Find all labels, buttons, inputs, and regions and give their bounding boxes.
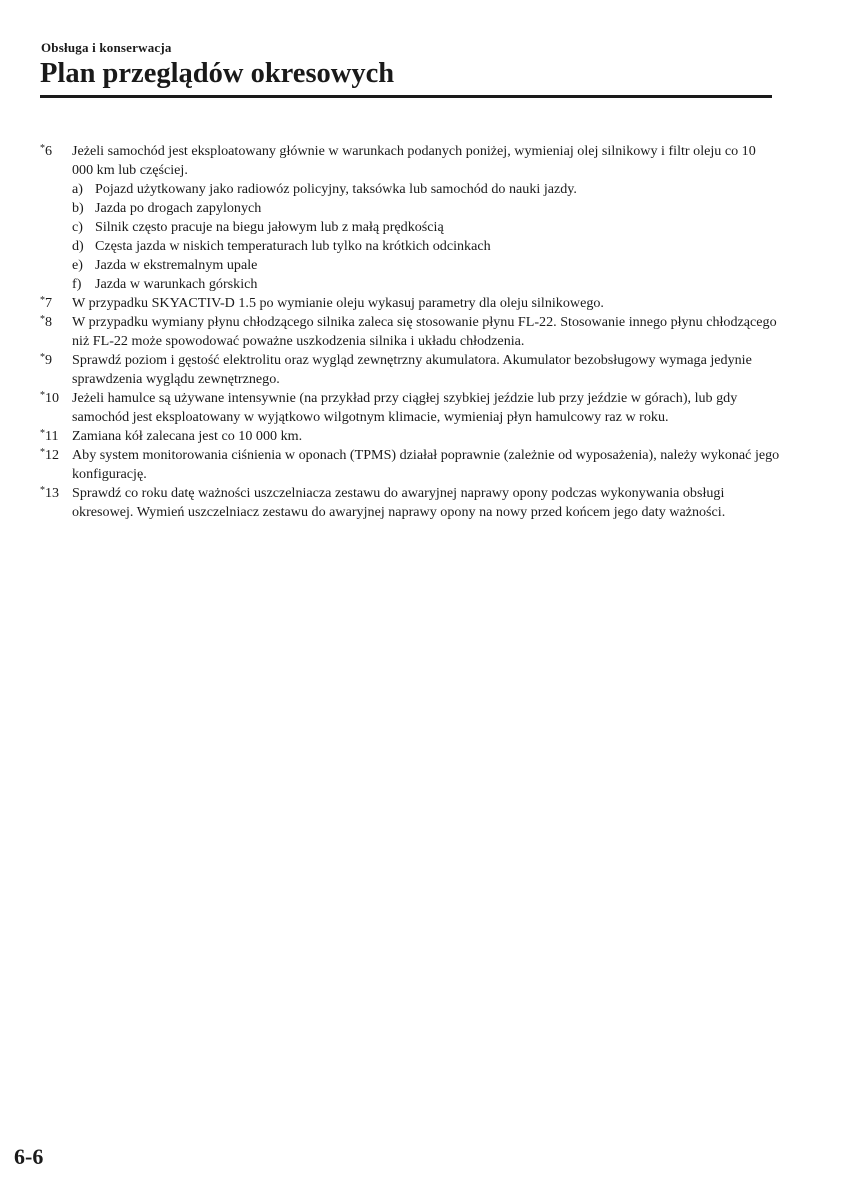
condition-text: Pojazd użytkowany jako radiowóz policyjny, taksówka lub samochód do nauki jazdy. bbox=[95, 181, 577, 197]
footnote-text: W przypadku SKYACTIV-D 1.5 po wymianie oleju wykasuj parametry dla oleju silnikowego. bbox=[72, 295, 604, 311]
footnote bbox=[40, 484, 780, 522]
footnote-number: 13 bbox=[45, 485, 60, 501]
footnote-number: 8 bbox=[45, 314, 53, 330]
footnote-text: W przypadku wymiany płynu chłodzącego silnika zaleca się stosowanie płynu FL-22. Stosowanie innego płynu chłodzącego niż FL-22 może spowodować poważne uszkodzenia silnika i układu chłodzenia. bbox=[72, 314, 777, 349]
condition-letter: d) bbox=[72, 238, 84, 254]
footnote-star: * bbox=[40, 352, 45, 363]
condition-list bbox=[72, 180, 780, 294]
footnote-number: 7 bbox=[45, 295, 53, 311]
footnote-body bbox=[72, 142, 780, 294]
footnote-marker bbox=[40, 313, 72, 351]
footnote bbox=[40, 427, 780, 446]
footnote-star: * bbox=[40, 447, 45, 458]
footnote-marker bbox=[40, 142, 72, 294]
footnote bbox=[40, 142, 780, 294]
footnote-star: * bbox=[40, 485, 45, 496]
footnote-marker bbox=[40, 351, 72, 389]
footnote-star: * bbox=[40, 390, 45, 401]
footnote-marker bbox=[40, 294, 72, 313]
page-title: Plan przeglądów okresowych bbox=[40, 58, 395, 89]
footnote-number: 11 bbox=[45, 428, 59, 444]
footnote-star: * bbox=[40, 143, 45, 154]
condition-letter: b) bbox=[72, 200, 84, 216]
condition-letter: a) bbox=[72, 181, 83, 197]
condition-text: Jazda w warunkach górskich bbox=[95, 276, 258, 292]
condition-item bbox=[72, 218, 780, 237]
condition-text: Częsta jazda w niskich temperaturach lub tylko na krótkich odcinkach bbox=[95, 238, 491, 254]
footnote-number: 6 bbox=[45, 143, 53, 159]
condition-letter: f) bbox=[72, 276, 82, 292]
footnote-marker bbox=[40, 446, 72, 484]
footnote bbox=[40, 389, 780, 427]
footnote-number: 10 bbox=[45, 390, 60, 406]
condition-text: Jazda po drogach zapylonych bbox=[95, 200, 262, 216]
footnote-text: Sprawdź poziom i gęstość elektrolitu oraz wygląd zewnętrzny akumulatora. Akumulator bezobsługowy wymaga jedynie sprawdzenia wyglądu zewnętrznego. bbox=[72, 352, 752, 387]
condition-text: Jazda w ekstremalnym upale bbox=[95, 257, 258, 273]
footnote-marker bbox=[40, 427, 72, 446]
condition-letter: c) bbox=[72, 219, 83, 235]
condition-item bbox=[72, 199, 780, 218]
title-divider bbox=[40, 95, 772, 98]
footnote-marker bbox=[40, 484, 72, 522]
condition-item bbox=[72, 275, 780, 294]
footnote bbox=[40, 294, 780, 313]
footnote bbox=[40, 313, 780, 351]
footnote-text: Zamiana kół zalecana jest co 10 000 km. bbox=[72, 428, 303, 444]
footnote-text: Jeżeli hamulce są używane intensywnie (na przykład przy ciągłej szybkiej jeździe lub przy jeździe w górach), lub gdy samochód jest eksploatowany w wyjątkowo wilgotnym klimacie, wymieniaj płyn hamulcowy raz w roku. bbox=[72, 390, 738, 425]
footnote-star: * bbox=[40, 295, 45, 306]
section-label: Obsługa i konserwacja bbox=[41, 40, 172, 55]
condition-item bbox=[72, 237, 780, 256]
footnote-star: * bbox=[40, 314, 45, 325]
page-number: 6-6 bbox=[14, 1144, 44, 1169]
condition-text: Silnik często pracuje na biegu jałowym lub z małą prędkością bbox=[95, 219, 444, 235]
footnote-number: 12 bbox=[45, 447, 60, 463]
footnote-text: Aby system monitorowania ciśnienia w oponach (TPMS) działał poprawnie (zależnie od wyposażenia), należy wykonać jego konfigurację. bbox=[72, 447, 780, 482]
footnotes-list bbox=[40, 142, 780, 522]
footnote-text: Sprawdź co roku datę ważności uszczelniacza zestawu do awaryjnej naprawy opony podczas wykonywania obsługi okresowej. Wymień uszczelniacz zestawu do awaryjnej naprawy opony na nowy przed końcem jego daty ważności. bbox=[72, 485, 726, 520]
footnote bbox=[40, 351, 780, 389]
footnote bbox=[40, 446, 780, 484]
footnote-number: 9 bbox=[45, 352, 53, 368]
condition-letter: e) bbox=[72, 257, 83, 273]
condition-item bbox=[72, 256, 780, 275]
footnote-text: Jeżeli samochód jest eksploatowany głównie w warunkach podanych poniżej, wymieniaj olej silnikowy i filtr oleju co 10 000 km lub częściej. bbox=[72, 143, 756, 178]
footnote-marker bbox=[40, 389, 72, 427]
footnote-star: * bbox=[40, 428, 45, 439]
condition-item bbox=[72, 180, 780, 199]
